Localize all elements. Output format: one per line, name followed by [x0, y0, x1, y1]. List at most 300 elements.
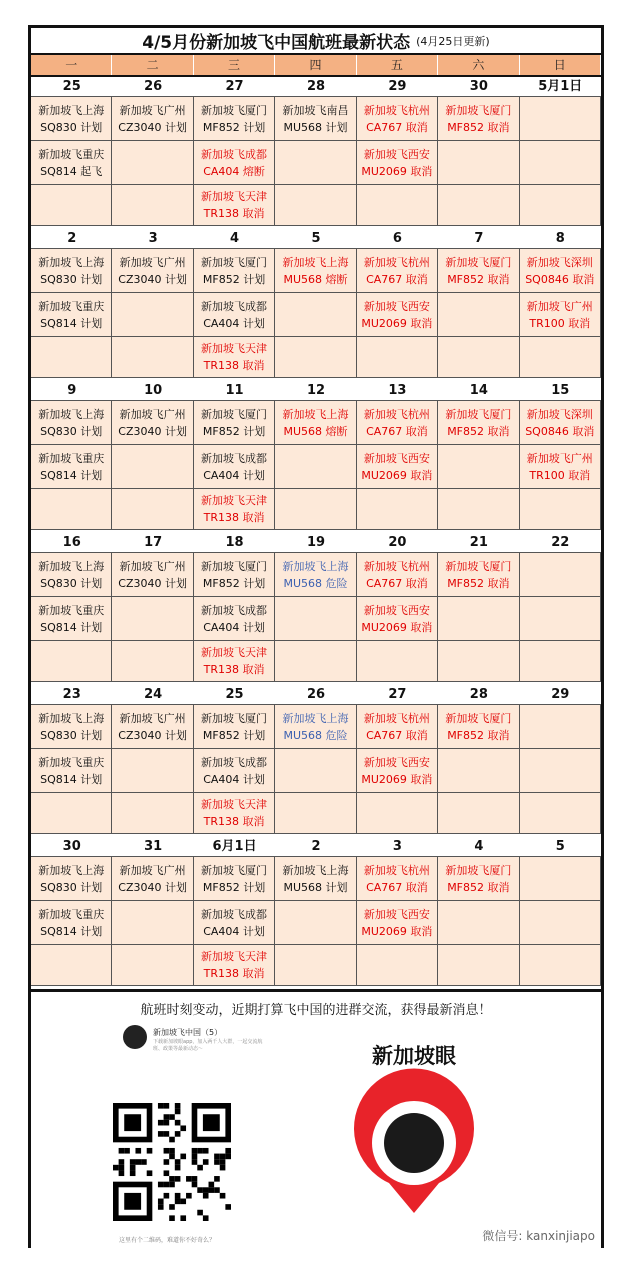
- day-number: 6月1日: [194, 837, 275, 857]
- flight-route: 新加坡飞成都: [201, 603, 268, 617]
- flight-status: SQ814 计划: [40, 468, 103, 482]
- flight-cell: [357, 401, 438, 445]
- empty-cell: [275, 293, 356, 337]
- day-number: 10: [112, 381, 193, 401]
- flight-status: MF852 计划: [202, 576, 266, 590]
- flight-cell: [194, 749, 275, 793]
- flight-cell: [31, 97, 112, 141]
- flight-cell: [520, 293, 601, 337]
- flight-route: 新加坡飞天津: [201, 190, 268, 203]
- flight-status: TR138 取消: [203, 663, 265, 676]
- flight-status: CA404 计划: [203, 316, 265, 330]
- empty-cell: [275, 793, 356, 834]
- flight-cell: [112, 705, 193, 749]
- flight-cell: [31, 857, 112, 901]
- flight-cell: [438, 97, 519, 141]
- flight-status: CZ3040 计划: [118, 576, 187, 590]
- empty-cell: [520, 185, 601, 226]
- flight-status: MF852 计划: [202, 424, 266, 438]
- flight-status: SQ814 计划: [40, 316, 103, 330]
- day-number: 18: [194, 533, 275, 553]
- empty-cell: [438, 185, 519, 226]
- day-number: 30: [31, 837, 112, 857]
- flight-cell: [31, 293, 112, 337]
- day-number: 21: [438, 533, 519, 553]
- flight-route: 新加坡飞南昌: [282, 103, 349, 117]
- flight-route: 新加坡飞厦门: [201, 255, 268, 269]
- flight-route: 新加坡飞上海: [38, 407, 105, 421]
- day-number: 5: [520, 837, 601, 857]
- weekday-label: 四: [275, 55, 356, 75]
- day-number: 27: [357, 685, 438, 705]
- flight-route: 新加坡飞上海: [38, 863, 105, 877]
- footer-panel: [31, 995, 601, 1248]
- flight-route: 新加坡飞天津: [201, 494, 268, 507]
- flight-route: 新加坡飞上海: [282, 407, 349, 421]
- weekday-label: 三: [194, 55, 275, 75]
- flight-cell: [31, 401, 112, 445]
- empty-cell: [520, 857, 601, 901]
- flight-status: TR100 取消: [529, 468, 591, 482]
- qr-code-icon[interactable]: [113, 1103, 231, 1221]
- day-number: 19: [275, 533, 356, 553]
- flight-status: TR138 取消: [203, 511, 265, 524]
- weekday-label: 六: [438, 55, 519, 75]
- flight-route: 新加坡飞深圳: [526, 255, 593, 269]
- flight-cell: [112, 553, 193, 597]
- flight-route: 新加坡飞广州: [119, 255, 186, 269]
- flight-route: 新加坡飞广州: [119, 103, 186, 117]
- flight-route: 新加坡飞广州: [119, 863, 186, 877]
- flight-status: MU568 熔断: [283, 424, 348, 438]
- flight-cell: [275, 553, 356, 597]
- flight-route: 新加坡飞厦门: [445, 255, 512, 269]
- flight-cell: [357, 141, 438, 185]
- flight-cell: [357, 293, 438, 337]
- flight-route: 新加坡飞成都: [201, 299, 268, 313]
- flight-route: 新加坡飞西安: [363, 603, 430, 617]
- flight-status: MU2069 取消: [361, 772, 433, 786]
- empty-cell: [438, 749, 519, 793]
- day-number: 29: [357, 77, 438, 97]
- flight-status: SQ830 计划: [40, 424, 103, 438]
- empty-cell: [438, 597, 519, 641]
- empty-cell: [438, 793, 519, 834]
- flight-route: 新加坡飞成都: [201, 451, 268, 465]
- flight-cell: [31, 553, 112, 597]
- flight-route: 新加坡飞杭州: [363, 863, 430, 877]
- flight-status: TR100 取消: [529, 316, 591, 330]
- day-number: 30: [438, 77, 519, 97]
- empty-cell: [357, 337, 438, 378]
- flight-status: MU2069 取消: [361, 468, 433, 482]
- flight-status: MU2069 取消: [361, 924, 433, 938]
- flight-cell: [194, 901, 275, 945]
- flight-status: CA767 取消: [366, 424, 428, 438]
- empty-cell: [520, 489, 601, 530]
- flight-cell: [194, 141, 275, 185]
- flight-status: MU568 熔断: [283, 272, 348, 286]
- flight-cell: [275, 401, 356, 445]
- flight-cell: [438, 401, 519, 445]
- day-number: 3: [112, 229, 193, 249]
- day-number: 28: [438, 685, 519, 705]
- empty-cell: [438, 141, 519, 185]
- empty-cell: [520, 597, 601, 641]
- flight-status: CZ3040 计划: [118, 728, 187, 742]
- day-number: 26: [112, 77, 193, 97]
- flight-status: MU2069 取消: [361, 620, 433, 634]
- flight-cell: [194, 249, 275, 293]
- flight-status: SQ830 计划: [40, 576, 103, 590]
- flight-status: SQ0846 取消: [525, 272, 595, 286]
- empty-cell: [520, 141, 601, 185]
- empty-cell: [112, 641, 193, 682]
- flight-route: 新加坡飞厦门: [201, 711, 268, 725]
- flight-status: SQ814 起飞: [40, 164, 103, 178]
- empty-cell: [520, 705, 601, 749]
- flight-cell: [112, 401, 193, 445]
- flight-status: CA404 计划: [203, 924, 265, 938]
- empty-cell: [112, 793, 193, 834]
- flight-cell: [31, 597, 112, 641]
- day-number: 5月1日: [520, 77, 601, 97]
- flight-cell: [194, 445, 275, 489]
- day-number: 25: [194, 685, 275, 705]
- flight-cell: [194, 97, 275, 141]
- flight-status: MF852 计划: [202, 120, 266, 134]
- flight-cell: [194, 793, 275, 834]
- footer-message: 航班时刻变动，近期打算飞中国的进群交流，获得最新消息！: [140, 1003, 492, 1018]
- day-number: 29: [520, 685, 601, 705]
- flight-status: CA404 计划: [203, 772, 265, 786]
- flight-route: 新加坡飞成都: [201, 907, 268, 921]
- flight-status: SQ814 计划: [40, 772, 103, 786]
- calendar-week: [31, 533, 601, 688]
- flight-cell: [357, 705, 438, 749]
- flight-status: CA767 取消: [366, 576, 428, 590]
- flight-status: CA404 熔断: [203, 164, 265, 178]
- flight-status: MF852 计划: [202, 880, 266, 894]
- day-number: 15: [520, 381, 601, 401]
- day-number: 20: [357, 533, 438, 553]
- empty-cell: [438, 337, 519, 378]
- flight-cell: [194, 705, 275, 749]
- flight-cell: [438, 857, 519, 901]
- flight-route: 新加坡飞广州: [526, 451, 593, 465]
- flight-status: MU568 危险: [283, 576, 348, 590]
- calendar-week: [31, 381, 601, 536]
- flight-cell: [31, 445, 112, 489]
- flight-cell: [194, 641, 275, 682]
- flight-status: CA767 取消: [366, 272, 428, 286]
- day-number: 17: [112, 533, 193, 553]
- flight-cell: [438, 553, 519, 597]
- flight-route: 新加坡飞广州: [119, 407, 186, 421]
- day-number: 13: [357, 381, 438, 401]
- empty-cell: [520, 337, 601, 378]
- flight-cell: [357, 97, 438, 141]
- flight-route: 新加坡飞杭州: [363, 559, 430, 573]
- flight-route: 新加坡飞上海: [38, 559, 105, 573]
- day-number: 11: [194, 381, 275, 401]
- flight-route: 新加坡飞上海: [282, 711, 349, 725]
- flight-cell: [194, 597, 275, 641]
- flight-route: 新加坡飞重庆: [38, 451, 105, 465]
- flight-route: 新加坡飞厦门: [201, 863, 268, 877]
- flight-route: 新加坡飞厦门: [201, 407, 268, 421]
- flight-cell: [520, 401, 601, 445]
- empty-cell: [438, 901, 519, 945]
- day-number: 31: [112, 837, 193, 857]
- flight-cell: [275, 857, 356, 901]
- day-number: 8: [520, 229, 601, 249]
- flight-route: 新加坡飞上海: [282, 863, 349, 877]
- flight-status: CA404 计划: [203, 468, 265, 482]
- flight-route: 新加坡飞上海: [38, 255, 105, 269]
- flight-route: 新加坡飞广州: [119, 711, 186, 725]
- empty-cell: [275, 901, 356, 945]
- empty-cell: [112, 901, 193, 945]
- empty-cell: [520, 793, 601, 834]
- empty-cell: [520, 641, 601, 682]
- day-number: 26: [275, 685, 356, 705]
- flight-route: 新加坡飞杭州: [363, 407, 430, 421]
- flight-cell: [357, 901, 438, 945]
- flight-route: 新加坡飞杭州: [363, 103, 430, 117]
- day-number: 3: [357, 837, 438, 857]
- flight-status: MU2069 取消: [361, 316, 433, 330]
- flight-status: TR138 取消: [203, 967, 265, 980]
- flight-cell: [194, 857, 275, 901]
- flight-status: MF852 取消: [447, 120, 510, 134]
- empty-cell: [520, 553, 601, 597]
- flight-cell: [194, 185, 275, 226]
- empty-cell: [112, 141, 193, 185]
- flight-route: 新加坡飞天津: [201, 950, 268, 963]
- flight-cell: [275, 97, 356, 141]
- flight-route: 新加坡飞上海: [38, 103, 105, 117]
- flight-route: 新加坡飞厦门: [445, 407, 512, 421]
- flight-cell: [438, 705, 519, 749]
- empty-cell: [520, 945, 601, 986]
- day-number: 7: [438, 229, 519, 249]
- empty-cell: [112, 749, 193, 793]
- flight-status: SQ0846 取消: [525, 424, 595, 438]
- day-number: 6: [357, 229, 438, 249]
- day-number: 4: [194, 229, 275, 249]
- flight-cell: [357, 857, 438, 901]
- empty-cell: [438, 489, 519, 530]
- empty-cell: [112, 185, 193, 226]
- calendar-week: [31, 837, 601, 992]
- weekday-header: [31, 55, 601, 77]
- flight-cell: [357, 749, 438, 793]
- empty-cell: [31, 945, 112, 986]
- title-text: 4/5月份新加坡飞中国航班最新状态: [142, 33, 411, 53]
- flight-cell: [520, 249, 601, 293]
- flight-route: 新加坡飞上海: [282, 255, 349, 269]
- flight-status: CZ3040 计划: [118, 120, 187, 134]
- flight-cell: [194, 337, 275, 378]
- flight-route: 新加坡飞厦门: [445, 711, 512, 725]
- flight-status: MU568 危险: [283, 728, 348, 742]
- day-number: 27: [194, 77, 275, 97]
- flight-route: 新加坡飞杭州: [363, 711, 430, 725]
- calendar-week: [31, 229, 601, 384]
- flight-route: 新加坡飞上海: [282, 559, 349, 573]
- flight-status: SQ830 计划: [40, 880, 103, 894]
- flight-status: CA404 计划: [203, 620, 265, 634]
- day-number: 22: [520, 533, 601, 553]
- empty-cell: [112, 293, 193, 337]
- flight-route: 新加坡飞深圳: [526, 407, 593, 421]
- flight-route: 新加坡飞厦门: [445, 559, 512, 573]
- weekday-label: 一: [31, 55, 112, 75]
- flight-status: TR138 取消: [203, 359, 265, 372]
- empty-cell: [520, 901, 601, 945]
- flight-status: MF852 取消: [447, 272, 510, 286]
- empty-cell: [31, 489, 112, 530]
- empty-cell: [275, 141, 356, 185]
- group-name: 新加坡飞中国（5）: [153, 1028, 223, 1037]
- flight-cell: [31, 901, 112, 945]
- flight-cell: [194, 553, 275, 597]
- group-avatar: [123, 1025, 147, 1049]
- flight-cell: [31, 141, 112, 185]
- schedule-frame: [28, 25, 604, 1248]
- wechat-id: 微信号: kanxinjiapo: [482, 1229, 595, 1243]
- flight-status: SQ814 计划: [40, 620, 103, 634]
- empty-cell: [275, 945, 356, 986]
- flight-route: 新加坡飞厦门: [201, 559, 268, 573]
- empty-cell: [438, 293, 519, 337]
- empty-cell: [275, 749, 356, 793]
- empty-cell: [520, 97, 601, 141]
- empty-cell: [275, 489, 356, 530]
- empty-cell: [275, 445, 356, 489]
- flight-route: 新加坡飞西安: [363, 755, 430, 769]
- empty-cell: [112, 597, 193, 641]
- flight-cell: [357, 553, 438, 597]
- flight-status: MF852 计划: [202, 272, 266, 286]
- flight-route: 新加坡飞厦门: [445, 103, 512, 117]
- flight-cell: [357, 249, 438, 293]
- flight-status: MF852 取消: [447, 424, 510, 438]
- flight-status: MU568 计划: [283, 120, 348, 134]
- flight-status: MF852 取消: [447, 728, 510, 742]
- flight-cell: [31, 749, 112, 793]
- update-note: (4月25日更新): [416, 34, 490, 48]
- flight-cell: [112, 857, 193, 901]
- day-number: 28: [275, 77, 356, 97]
- day-number: 5: [275, 229, 356, 249]
- flight-route: 新加坡飞厦门: [445, 863, 512, 877]
- flight-route: 新加坡飞广州: [526, 299, 593, 313]
- empty-cell: [31, 185, 112, 226]
- flight-route: 新加坡飞重庆: [38, 755, 105, 769]
- flight-route: 新加坡飞西安: [363, 299, 430, 313]
- flight-route: 新加坡飞天津: [201, 646, 268, 659]
- flight-status: CA767 取消: [366, 728, 428, 742]
- flight-cell: [194, 945, 275, 986]
- flight-route: 新加坡飞广州: [119, 559, 186, 573]
- flight-route: 新加坡飞重庆: [38, 147, 105, 161]
- empty-cell: [357, 641, 438, 682]
- flight-status: SQ830 计划: [40, 120, 103, 134]
- empty-cell: [275, 597, 356, 641]
- flight-cell: [31, 249, 112, 293]
- flight-cell: [357, 445, 438, 489]
- flight-cell: [357, 597, 438, 641]
- weekday-label: 日: [520, 55, 601, 75]
- flight-status: CZ3040 计划: [118, 424, 187, 438]
- empty-cell: [31, 337, 112, 378]
- flight-status: CA767 取消: [366, 880, 428, 894]
- empty-cell: [112, 945, 193, 986]
- flight-cell: [275, 249, 356, 293]
- empty-cell: [438, 641, 519, 682]
- flight-route: 新加坡飞天津: [201, 342, 268, 355]
- flight-status: TR138 取消: [203, 207, 265, 220]
- empty-cell: [438, 445, 519, 489]
- day-number: 4: [438, 837, 519, 857]
- day-number: 25: [31, 77, 112, 97]
- flight-status: MU568 计划: [283, 880, 348, 894]
- flight-cell: [194, 401, 275, 445]
- day-number: 16: [31, 533, 112, 553]
- flight-status: SQ830 计划: [40, 272, 103, 286]
- empty-cell: [357, 489, 438, 530]
- empty-cell: [31, 793, 112, 834]
- flight-cell: [194, 293, 275, 337]
- flight-status: MF852 计划: [202, 728, 266, 742]
- flight-route: 新加坡飞杭州: [363, 255, 430, 269]
- day-number: 9: [31, 381, 112, 401]
- day-number: 2: [31, 229, 112, 249]
- flight-route: 新加坡飞重庆: [38, 299, 105, 313]
- calendar-week: [31, 685, 601, 840]
- day-number: 12: [275, 381, 356, 401]
- flight-status: CZ3040 计划: [118, 880, 187, 894]
- flight-route: 新加坡飞厦门: [201, 103, 268, 117]
- flight-cell: [438, 249, 519, 293]
- flight-route: 新加坡飞天津: [201, 798, 268, 811]
- qr-caption: 这里有个二维码，难道你不好奇么？: [119, 1237, 216, 1244]
- flight-route: 新加坡飞西安: [363, 451, 430, 465]
- flight-route: 新加坡飞重庆: [38, 603, 105, 617]
- flight-route: 新加坡飞西安: [363, 147, 430, 161]
- flight-status: SQ814 计划: [40, 924, 103, 938]
- flight-cell: [112, 97, 193, 141]
- flight-route: 新加坡飞西安: [363, 907, 430, 921]
- empty-cell: [520, 749, 601, 793]
- empty-cell: [31, 641, 112, 682]
- empty-cell: [275, 185, 356, 226]
- empty-cell: [275, 337, 356, 378]
- day-number: 23: [31, 685, 112, 705]
- day-number: 14: [438, 381, 519, 401]
- flight-cell: [112, 249, 193, 293]
- flight-route: 新加坡飞成都: [201, 755, 268, 769]
- flight-cell: [31, 705, 112, 749]
- flight-route: 新加坡飞成都: [201, 147, 268, 161]
- flight-cell: [520, 445, 601, 489]
- flight-cell: [275, 705, 356, 749]
- weekday-label: 五: [357, 55, 438, 75]
- day-number: 2: [275, 837, 356, 857]
- flight-status: MF852 取消: [447, 880, 510, 894]
